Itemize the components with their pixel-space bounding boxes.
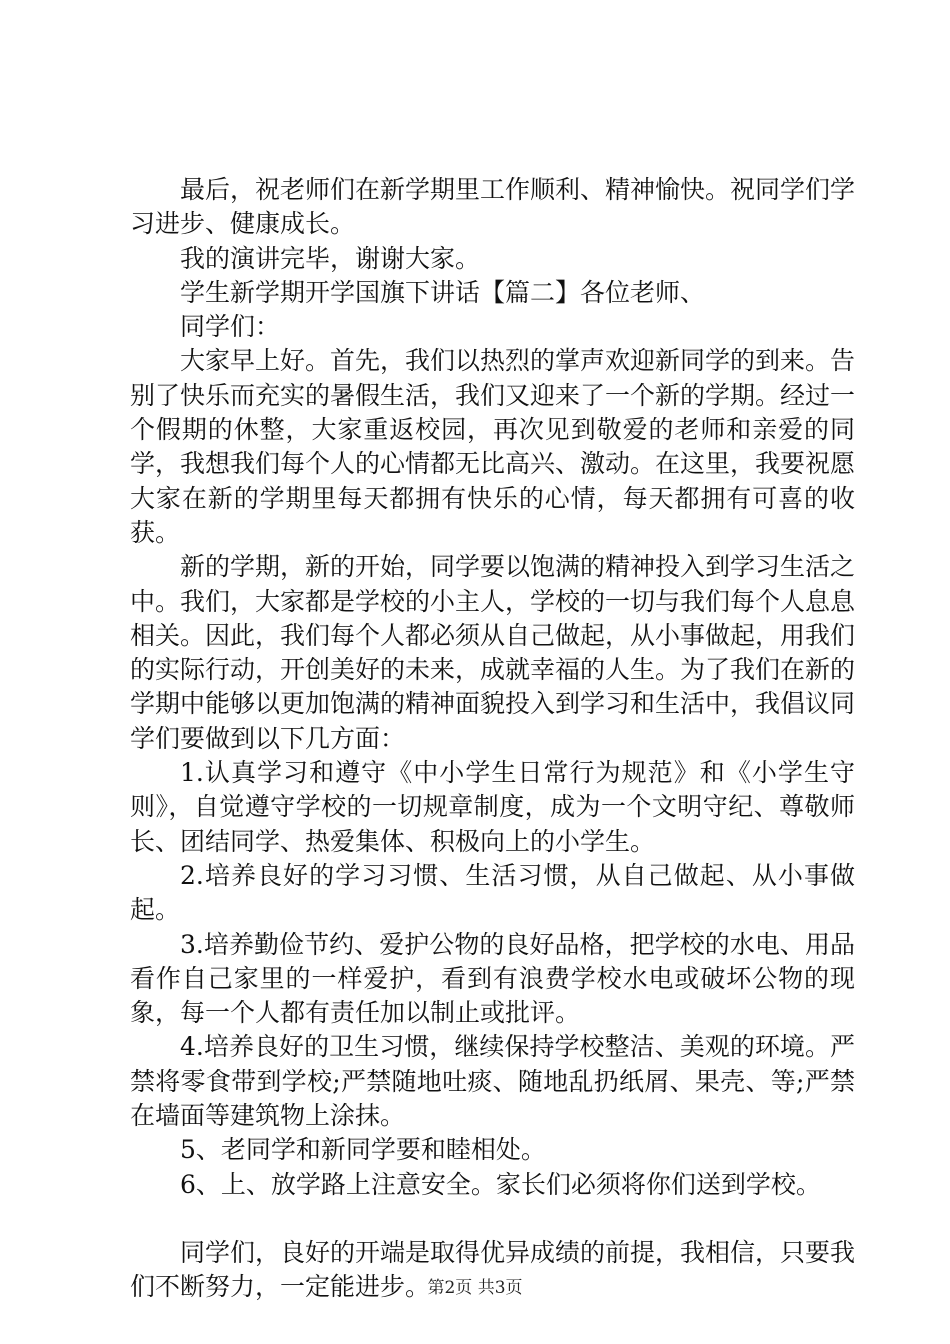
list-item-5: 5、老同学和新同学要和睦相处。 [180, 1135, 546, 1165]
paragraph-speech-end: 我的演讲完毕，谢谢大家。 [180, 243, 481, 273]
list-item-1: 1.认真学习和遵守《中小学生日常行为规范》和《小学生守则》，自觉遵守学校的一切规章制度，成为一个文明守纪、尊敬师长、团结同学、热爱集体、积极向上的小学生。 [130, 758, 855, 856]
paragraph-salutation: 同学们： [180, 312, 281, 342]
list-item-3: 3.培养勤俭节约、爱护公物的良好品格，把学校的水电、用品看作自己家里的一样爱护，看到有浪费学校水电或破坏公物的现象，每一个人都有责任加以制止或批评。 [130, 929, 855, 1028]
blank-line [130, 1202, 855, 1236]
paragraph-new-semester: 新的学期，新的开始，同学要以饱满的精神投入到学习生活之中。我们，大家都是学校的小主人，学校的一切与我们每个人息息相关。因此，我们每个人都必须从自己做起，从小事做起，用我们的实际行动，开创美好的未来，成就幸福的人生。为了我们在新的学期中能够以更加饱满的精神面貌投入到学习和生活中，我倡议同学们要做到以下几方面： [130, 552, 856, 753]
page-number-footer: 第2页 共3页 [427, 1278, 523, 1298]
paragraph-closing-wishes: 最后，祝老师们在新学期里工作顺利、精神愉快。祝同学们学习进步、健康成长。 [130, 175, 856, 239]
paragraph-closing: 同学们，良好的开端是取得优异成绩的前提，我相信，只要我们不断努力，一定能进步。 [130, 1237, 856, 1302]
paragraph-greeting: 大家早上好。首先，我们以热烈的掌声欢迎新同学的到来。告别了快乐而充实的暑假生活，我们又迎来了一个新的学期。经过一个假期的休整，大家重返校园，再次见到敬爱的老师和亲爱的同学，我想我们每个人的心情都无比高兴、激动。在这里，我要祝愿大家在新的学期里每天都拥有快乐的心情，每天都拥有可喜的收获。 [130, 346, 856, 547]
list-item-2: 2.培养良好的学习习惯、生活习惯，从自己做起、从小事做起。 [130, 860, 855, 925]
list-item-4: 4.培养良好的卫生习惯，继续保持学校整洁、美观的环境。严禁将零食带到学校;严禁随地吐痰、随地乱扔纸屑、果壳、等;严禁在墙面等建筑物上涂抹。 [130, 1032, 855, 1131]
paragraph-second-title: 学生新学期开学国旗下讲话【篇二】各位老师、 [180, 277, 706, 307]
list-item-6: 6、上、放学路上注意安全。家长们必须将你们送到学校。 [180, 1169, 821, 1199]
document-body [130, 173, 855, 1305]
